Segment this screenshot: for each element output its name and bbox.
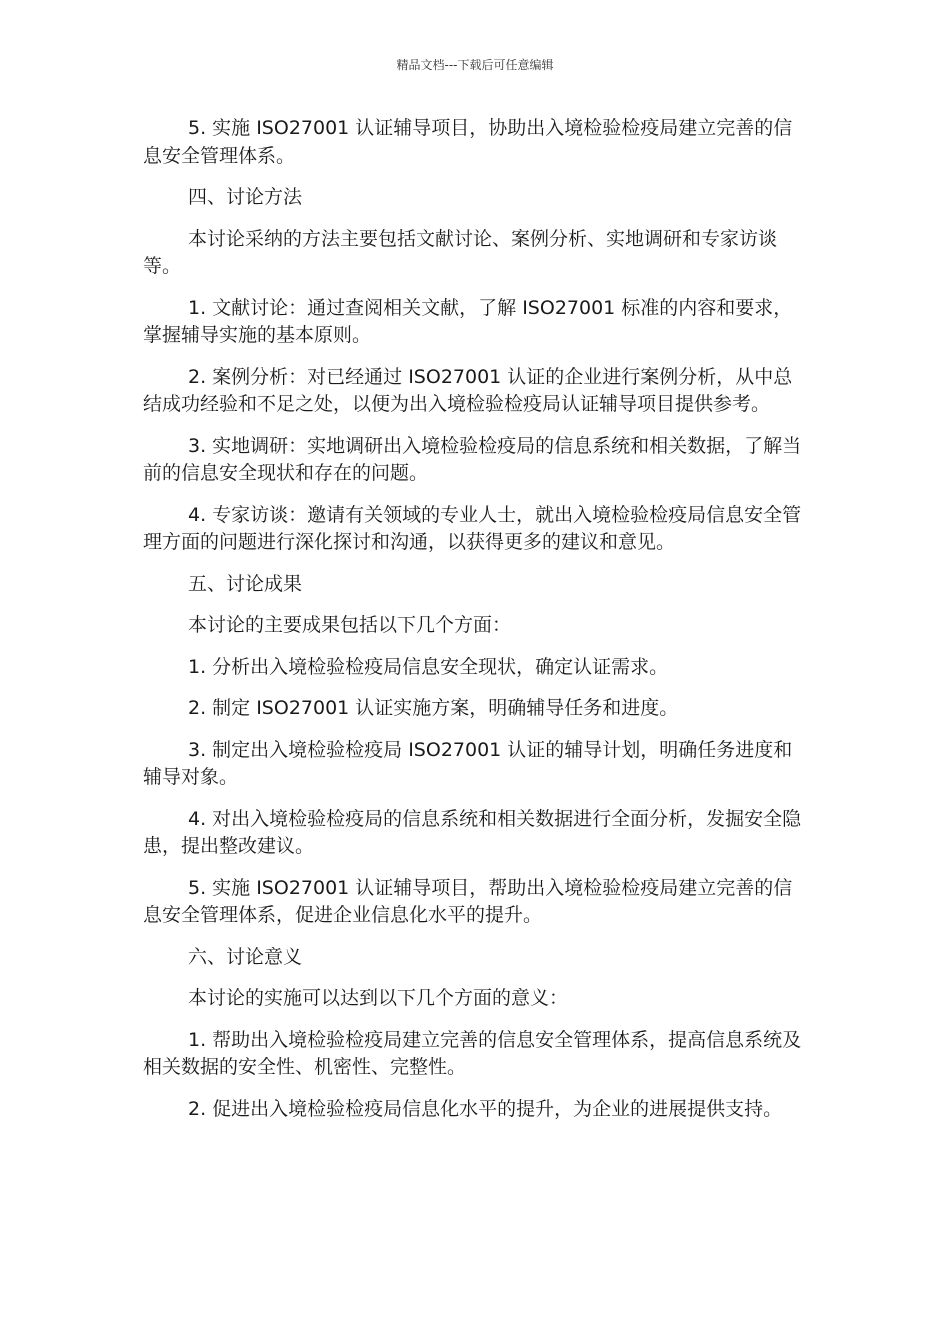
paragraph-item-5-implement: 5. 实施 ISO27001 认证辅导项目，协助出入境检验检疫局建立完善的信息安全管理体系。	[143, 117, 793, 167]
paragraph-results-intro: 本讨论的主要成果包括以下几个方面：	[188, 614, 512, 636]
paragraph-result-3: 3. 制定出入境检验检疫局 ISO27001 认证的辅导计划，明确任务进度和辅导对象。	[143, 738, 793, 788]
paragraph-significance-intro: 本讨论的实施可以达到以下几个方面的意义：	[188, 987, 569, 1009]
paragraph-methods-intro: 本讨论采纳的方法主要包括文献讨论、案例分析、实地调研和专家访谈等。	[143, 227, 778, 277]
paragraph-method-literature: 1. 文献讨论：通过查阅相关文献，了解 ISO27001 标准的内容和要求，掌握辅导实施的基本原则。	[143, 296, 793, 346]
section-heading-methods: 四、讨论方法	[188, 186, 303, 208]
paragraph-result-5: 5. 实施 ISO27001 认证辅导项目，帮助出入境检验检疫局建立完善的信息安全管理体系，促进企业信息化水平的提升。	[143, 876, 793, 926]
paragraph-result-4: 4. 对出入境检验检疫局的信息系统和相关数据进行全面分析，发掘安全隐患，提出整改建议。	[143, 807, 802, 857]
page-header: 精品文档---下载后可任意编辑	[396, 58, 554, 72]
paragraph-method-expert-interview: 4. 专家访谈：邀请有关领域的专业人士，就出入境检验检疫局信息安全管理方面的问题进行深化探讨和沟通，以获得更多的建议和意见。	[143, 503, 802, 553]
document-body	[143, 115, 805, 1137]
paragraph-method-field-research: 3. 实地调研：实地调研出入境检验检疫局的信息系统和相关数据，了解当前的信息安全现状和存在的问题。	[143, 434, 802, 484]
section-heading-results: 五、讨论成果	[188, 572, 303, 595]
paragraph-significance-2: 2. 促进出入境检验检疫局信息化水平的提升，为企业的进展提供支持。	[188, 1097, 783, 1120]
paragraph-significance-1: 1. 帮助出入境检验检疫局建立完善的信息安全管理体系，提高信息系统及相关数据的安全性、机密性、完整性。	[143, 1028, 802, 1078]
paragraph-result-1: 1. 分析出入境检验检疫局信息安全现状，确定认证需求。	[188, 655, 669, 678]
paragraph-result-2: 2. 制定 ISO27001 认证实施方案，明确辅导任务和进度。	[188, 697, 679, 719]
paragraph-method-case-analysis: 2. 案例分析：对已经通过 ISO27001 认证的企业进行案例分析，从中总结成功经验和不足之处，以便为出入境检验检疫局认证辅导项目提供参考。	[143, 365, 793, 415]
section-heading-significance: 六、讨论意义	[188, 945, 303, 968]
